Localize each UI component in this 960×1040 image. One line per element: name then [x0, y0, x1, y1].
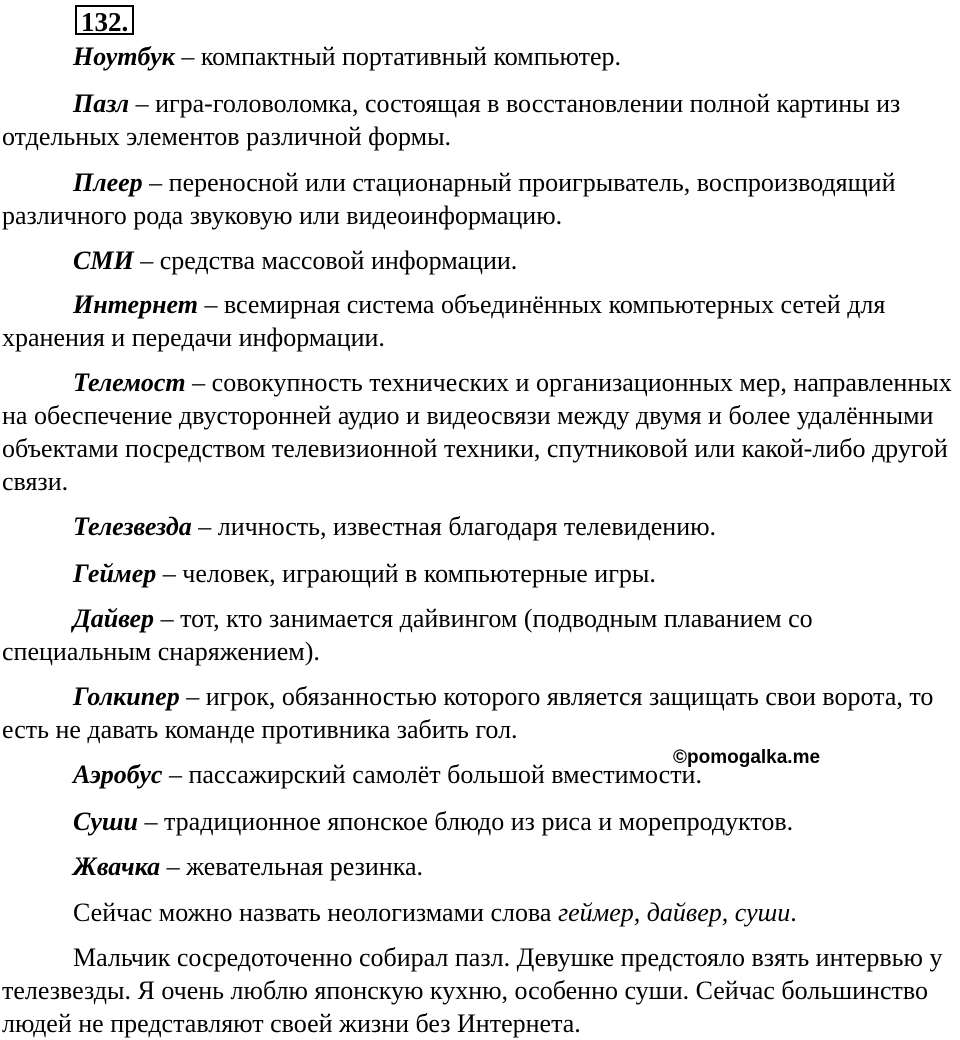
definition-text: – человек, играющий в компьютерные игры. [156, 559, 656, 588]
definition-text: – игра-головоломка, состоящая в восстановлении полной картины из отдельных элементов различной формы. [2, 89, 901, 151]
definition-term: Геймер [73, 559, 157, 588]
definition-term: СМИ [73, 246, 134, 275]
definition-term: Аэробус [73, 760, 163, 789]
definition-text: – компактный портативный компьютер. [174, 42, 621, 71]
definition-paragraph [2, 850, 958, 883]
definition-paragraph [2, 87, 958, 153]
definition-paragraph [2, 366, 958, 498]
definition-paragraph [2, 510, 958, 543]
definition-text: – личность, известная благодаря телевидению. [191, 512, 717, 541]
definition-paragraph [2, 40, 958, 73]
definition-term: Суши [73, 807, 138, 836]
definition-term: Телемост [73, 368, 186, 397]
sentences-paragraph: Мальчик сосредоточенно собирал пазл. Девушке предстояло взять интервью у телезвезды. Я очень люблю японскую кухню, особенно суши. Сейчас большинство людей не представляют своей жизни без Интернета. [2, 943, 943, 1038]
definition-text: – пассажирский самолёт большой вместимости. [162, 760, 702, 789]
definition-text: – традиционное японское блюдо из риса и морепродуктов. [138, 807, 794, 836]
watermark: ©pomogalka.me [673, 747, 821, 768]
definition-term: Дайвер [73, 604, 155, 633]
definition-term: Плеер [73, 168, 143, 197]
definition-text: – тот, кто занимается дайвингом (подводным плаванием со специальным снаряжением). [2, 604, 813, 666]
definition-term: Пазл [73, 89, 130, 118]
definition-text: – совокупность технических и организационных мер, направленных на обеспечение двусторонней аудио и видеосвязи между двумя и более удалёнными объектами посредством телевизионной техники, спутниковой или какой-либо другой связи. [2, 368, 952, 496]
definition-paragraph [2, 557, 958, 590]
exercise-number-box: 132. [75, 5, 134, 35]
neologisms-words: геймер, дайвер, суши [557, 898, 791, 927]
definition-paragraph [2, 680, 958, 746]
definition-text: – переносной или стационарный проигрыватель, воспроизводящий различного рода звуковую или видеоинформацию. [2, 168, 896, 230]
definition-text: – всемирная система объединённых компьютерных сетей для хранения и передачи информации. [2, 290, 886, 352]
definition-term: Интернет [73, 290, 198, 319]
definition-term: Телезвезда [73, 512, 192, 541]
definition-text: – игрок, обязанностью которого является защищать свои ворота, то есть не давать команде противника забить гол. [2, 682, 934, 744]
definition-paragraph [2, 244, 958, 277]
definition-paragraph [2, 166, 958, 232]
definition-paragraph [2, 602, 958, 668]
definition-paragraph [2, 805, 958, 838]
definition-term: Ноутбук [73, 42, 175, 71]
neologisms-lead: Сейчас можно назвать неологизмами слова [73, 898, 558, 927]
neologisms-end: . [790, 898, 797, 927]
definition-paragraph [2, 288, 958, 354]
definition-term: Жвачка [73, 852, 161, 881]
neologisms-paragraph [2, 896, 958, 929]
definition-text: – жевательная резинка. [160, 852, 423, 881]
definition-text: – средства массовой информации. [133, 246, 518, 275]
definition-term: Голкипер [73, 682, 180, 711]
